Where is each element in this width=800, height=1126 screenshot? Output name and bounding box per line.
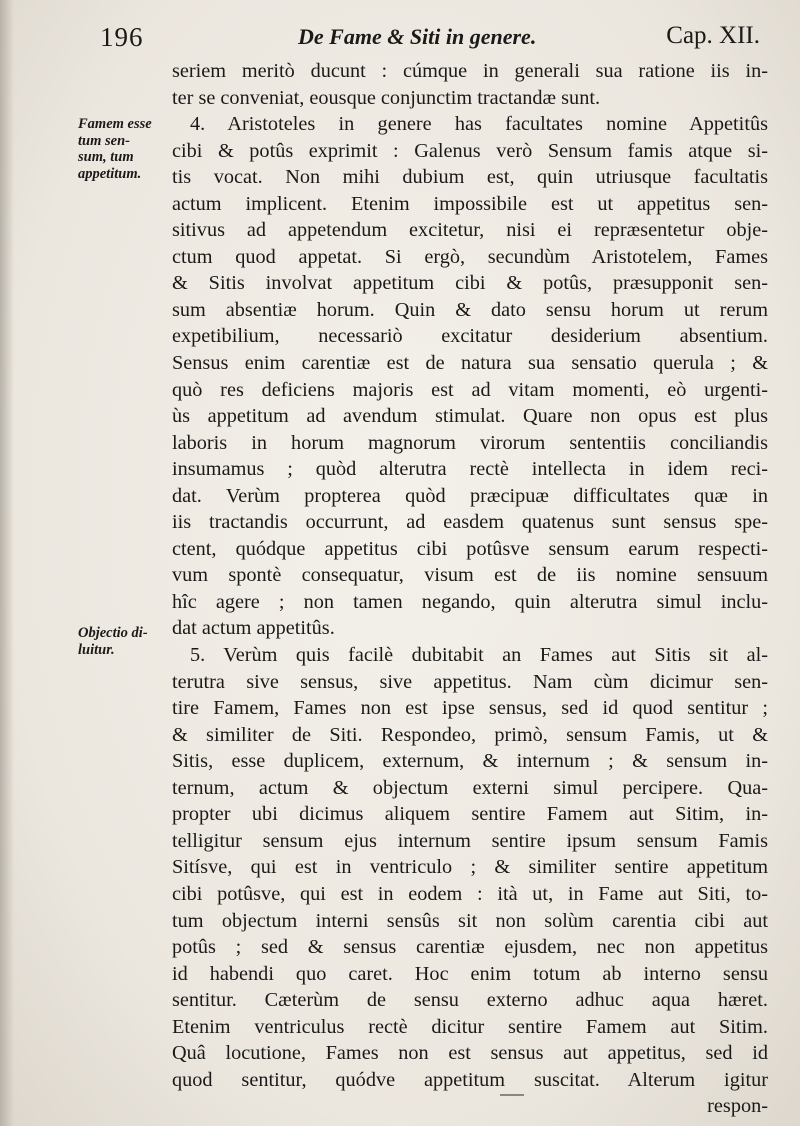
text-line: Sitis, esse duplicem, externum, & internum ; & sensum in- (172, 750, 768, 773)
marginal-note-line: Objectio di- (78, 625, 148, 641)
text-line: id habendi quo caret. Hoc enim totum ab interno sensu (172, 962, 768, 985)
text-line: cibi & potûs exprimit : Galenus verò Sensum famis atque si- (172, 139, 768, 162)
text-line: dat actum appetitûs. (172, 617, 335, 640)
text-line: sum absentiæ horum. Quin & dato sensu horum ut rerum (172, 298, 768, 321)
text-line: ctum quod appetat. Si ergò, secundùm Aristotelem, Fames (172, 245, 768, 268)
marginal-note-line: sum, tum (78, 149, 134, 165)
marginal-note-line: luitur. (78, 641, 115, 658)
chapter-label: Cap. XII. (666, 22, 760, 49)
text-line: hîc agere ; non tamen negando, quin alterutra simul inclu- (172, 590, 768, 613)
text-line: ter se conveniat, eousque conjunctim tractandæ sunt. (172, 86, 601, 109)
text-line: Etenim ventriculus rectè dicitur sentire Famem aut Sitim. (172, 1015, 768, 1038)
text-line: & similiter de Siti. Respondeo, primò, sensum Famis, ut & (172, 723, 768, 746)
body-text (172, 58, 768, 1120)
text-line: expetibilium, necessariò excitatur desiderium absentium. (172, 325, 768, 348)
text-line: sitivus ad appetendum excitetur, nisi ei repræsentetur obje- (172, 219, 768, 242)
text-line: ùs appetitum ad avendum stimulat. Quare non opus est plus (172, 405, 768, 428)
text-line: tis vocat. Non mihi dubium est, quin utriusque facultatis (172, 166, 768, 189)
text-line: telligitur sensum ejus internum sentire ipsum sensum Famis (172, 829, 768, 852)
text-line: & Sitis involvat appetitum cibi & potûs, præsupponit sen- (172, 272, 768, 295)
text-line: seriem meritò ducunt : cúmque in generali sua ratione iis in- (172, 60, 768, 82)
marginal-note-line: Famem esse (78, 116, 152, 132)
marginal-note-line: appetitum. (78, 165, 142, 182)
text-line: Sensus enim carentiæ est de natura sua sensatio querula ; & (172, 352, 768, 375)
gutter-shadow (0, 0, 14, 1126)
page-number: 196 (100, 22, 144, 52)
text-line: dat. Verùm propterea quòd præcipuæ difficultates quæ in (172, 484, 768, 507)
text-line: Sitísve, qui est in ventriculo ; & similiter sentire appetitum (172, 856, 768, 879)
text-line: insumamus ; quòd alterutra rectè intellecta in idem reci- (172, 458, 768, 481)
marginal-note-objectio (78, 625, 148, 658)
text-line: tum objectum interni sensûs sit non solùm carentia cibi aut (172, 909, 768, 932)
text-line: propter ubi dicimus aliquem sentire Famem aut Sitim, in- (172, 803, 768, 826)
text-line: vum spontè consequatur, visum est de iis nomine sensuum (172, 564, 768, 587)
text-line: quò res deficiens majoris est ad vitam momenti, eò urgenti- (172, 378, 768, 401)
text-line: terutra sive sensus, sive appetitus. Nam cùm dicimur sen- (172, 670, 768, 693)
text-line: 4. Aristoteles in genere has facultates nomine Appetitûs (190, 113, 768, 136)
marginal-note-famem (78, 116, 152, 182)
text-line: potûs ; sed & sensus carentiæ ejusdem, nec non appetitus (172, 936, 768, 959)
print-mark (500, 1094, 524, 1096)
text-line: tire Famem, Fames non est ipse sensus, sed id quod sentitur ; (172, 697, 768, 720)
text-line: quod sentitur, quódve appetitum suscitat. Alterum igitur (172, 1068, 768, 1091)
text-line: iis tractandis occurrunt, ad easdem quatenus sunt sensus spe- (172, 511, 768, 534)
text-line: cibi potûsve, qui est in eodem : ità ut, in Fame aut Siti, to- (172, 882, 768, 905)
catchword: respon- (707, 1095, 768, 1118)
marginal-note-line: tum sen- (78, 132, 130, 149)
text-line: actum implicent. Etenim impossibile est ut appetitus sen- (172, 192, 768, 215)
text-line: 5. Verùm quis facilè dubitabit an Fames aut Sitis sit al- (190, 644, 768, 667)
running-title: De Fame & Siti in genere. (298, 24, 537, 49)
page-header (100, 18, 760, 58)
text-line: ternum, actum & objectum externi simul percipere. Qua- (172, 776, 768, 799)
text-line: sentitur. Cæterùm de sensu externo adhuc aqua hæret. (172, 989, 768, 1012)
text-line: ctent, quódque appetitus cibi potûsve sensum earum respecti- (172, 537, 768, 560)
text-line: Quâ locutione, Fames non est sensus aut appetitus, sed id (172, 1042, 768, 1065)
text-line: laboris in horum magnorum virorum sententiis conciliandis (172, 431, 768, 454)
